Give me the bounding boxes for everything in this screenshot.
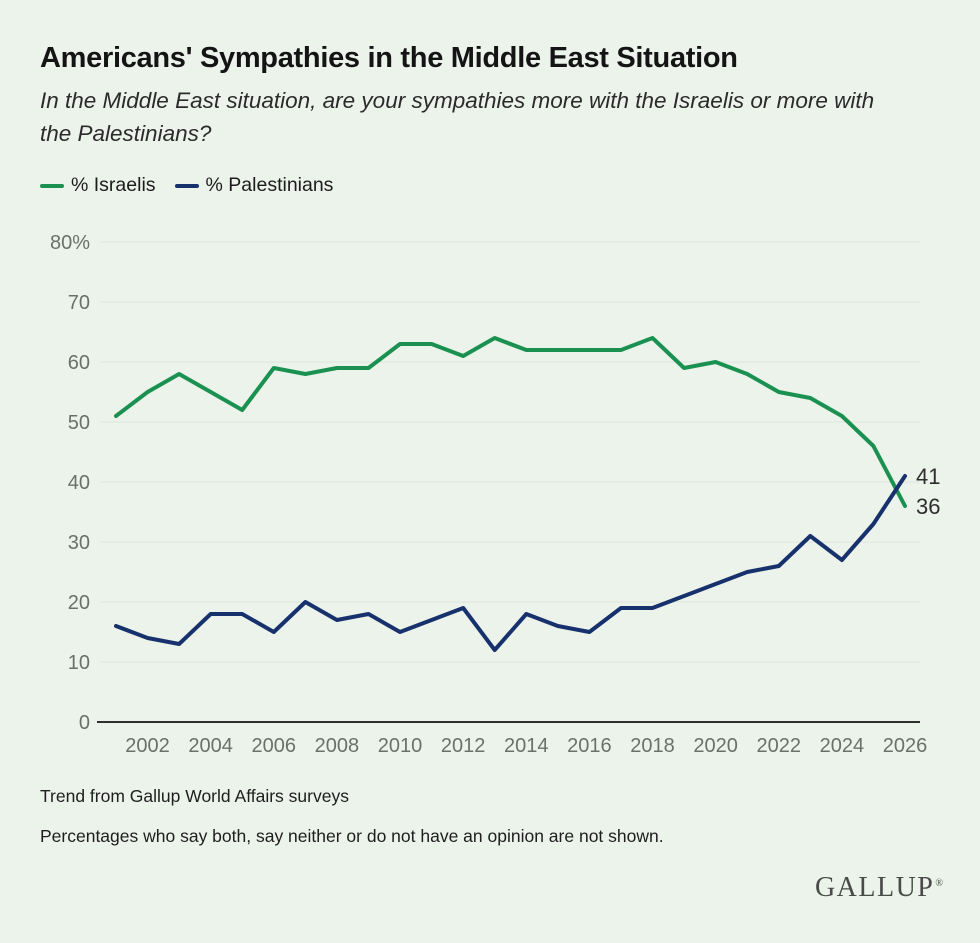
x-tick-label-2022: 2022: [756, 735, 802, 757]
y-tick-label-10: 10: [67, 652, 90, 674]
x-tick-label-2018: 2018: [630, 735, 675, 757]
y-tick-label-30: 30: [67, 532, 90, 554]
x-tick-label-2006: 2006: [251, 735, 297, 757]
x-tick-label-2012: 2012: [440, 735, 486, 757]
y-tick-label-70: 70: [67, 292, 90, 314]
survey-question: In the Middle East situation, are your sympathies more with the Israelis or more with the Palestinians?: [40, 88, 875, 147]
x-tick-label-2014: 2014: [504, 735, 549, 757]
y-tick-label-80: 80%: [49, 232, 90, 254]
y-tick-label-40: 40: [67, 472, 90, 494]
registered-mark: ®: [935, 877, 943, 889]
x-tick-label-2026: 2026: [882, 735, 928, 757]
gallup-logo: [815, 872, 943, 904]
x-tick-label-2004: 2004: [188, 735, 233, 757]
legend-label-israelis: % Israelis: [71, 174, 156, 196]
palestinians-trend-line: [116, 476, 905, 650]
y-tick-label-60: 60: [67, 352, 90, 374]
gallup-wordmark: GALLUP: [814, 872, 935, 903]
x-tick-label-2016: 2016: [567, 735, 612, 757]
palestinians-trend-line-end-label: 41: [916, 464, 941, 489]
legend-label-palestinians: % Palestinians: [205, 174, 334, 196]
y-tick-label-50: 50: [67, 412, 90, 434]
x-tick-label-2008: 2008: [314, 735, 360, 757]
israelis-trend-line-end-label: 36: [916, 494, 941, 519]
x-tick-label-2024: 2024: [819, 735, 865, 757]
y-tick-label-20: 20: [67, 592, 90, 614]
x-tick-label-2010: 2010: [377, 735, 423, 757]
y-tick-label-0: 0: [78, 712, 90, 734]
footnote-source: Trend from Gallup World Affairs surveys: [40, 786, 349, 806]
x-tick-label-2020: 2020: [693, 735, 738, 757]
footnote-exclusion: Percentages who say both, say neither or do not have an opinion are not shown.: [40, 826, 664, 846]
chart-title: Americans' Sympathies in the Middle East Situation: [40, 42, 738, 74]
x-tick-label-2002: 2002: [125, 735, 170, 757]
